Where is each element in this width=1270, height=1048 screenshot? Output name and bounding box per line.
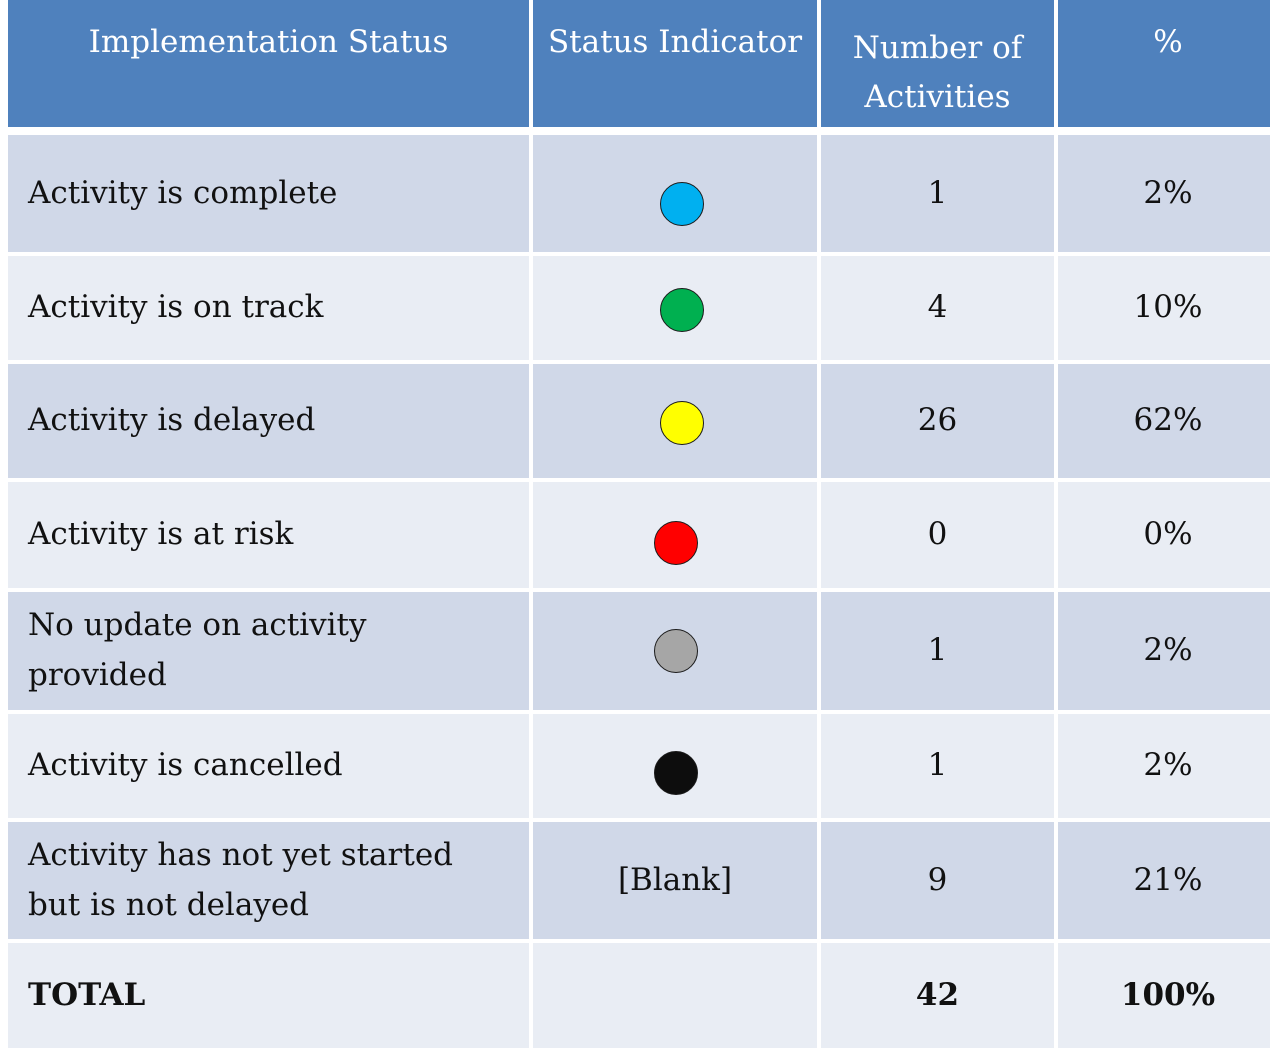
activity-count: 26 [821, 364, 1054, 478]
status-label: Activity is complete [8, 135, 529, 252]
status-indicator-cell [533, 135, 817, 252]
activity-percent: 2% [1058, 135, 1270, 252]
black-circle-icon [654, 751, 698, 795]
activity-count: 0 [821, 482, 1054, 588]
total-count: 42 [821, 943, 1054, 1048]
status-indicator-cell [533, 482, 817, 588]
status-indicator-cell [533, 364, 817, 478]
header-status-indicator: Status Indicator [533, 0, 817, 127]
status-indicator-cell [533, 256, 817, 360]
header-percent: % [1058, 0, 1270, 127]
red-circle-icon [654, 521, 698, 565]
total-indicator-cell [533, 943, 817, 1048]
header-implementation-status: Implementation Status [8, 0, 529, 127]
total-label: TOTAL [8, 943, 529, 1048]
green-circle-icon [660, 288, 704, 332]
activity-count: 4 [821, 256, 1054, 360]
status-label: Activity is cancelled [8, 714, 529, 818]
activity-percent: 62% [1058, 364, 1270, 478]
activity-count: 1 [821, 592, 1054, 710]
status-indicator-cell [533, 714, 817, 818]
blank-indicator: [Blank] [617, 861, 733, 898]
status-label: Activity has not yet started but is not delayed [8, 822, 529, 939]
activity-percent: 2% [1058, 592, 1270, 710]
blue-circle-icon [660, 182, 704, 226]
header-number-of-activities: Number of Activities [821, 0, 1054, 127]
activity-count: 1 [821, 714, 1054, 818]
activity-percent: 21% [1058, 822, 1270, 939]
activity-count: 1 [821, 135, 1054, 252]
yellow-circle-icon [660, 401, 704, 445]
activity-percent: 0% [1058, 482, 1270, 588]
status-label: No update on activity provided [8, 592, 529, 710]
total-percent: 100% [1058, 943, 1270, 1048]
status-indicator-cell [533, 592, 817, 710]
status-label: Activity is delayed [8, 364, 529, 478]
activity-count: 9 [821, 822, 1054, 939]
status-label: Activity is on track [8, 256, 529, 360]
activity-percent: 10% [1058, 256, 1270, 360]
activity-percent: 2% [1058, 714, 1270, 818]
status-indicator-cell [533, 822, 817, 939]
status-label: Activity is at risk [8, 482, 529, 588]
grey-circle-icon [654, 629, 698, 673]
